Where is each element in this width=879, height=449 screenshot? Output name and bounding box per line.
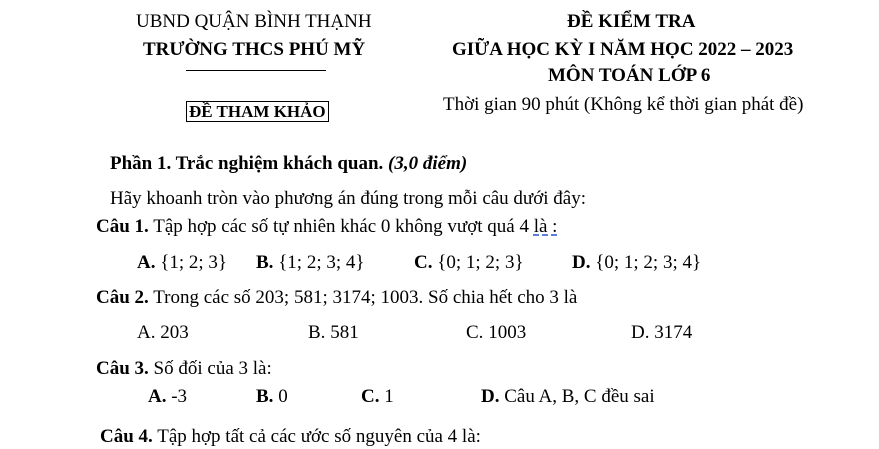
- school-name: TRƯỜNG THCS PHÚ MỸ: [143, 39, 366, 60]
- q3-option-d[interactable]: [481, 387, 655, 406]
- question-3-text: Số đối của 3 là:: [153, 358, 272, 379]
- q1-option-b[interactable]: [256, 253, 365, 272]
- option-label: D.: [631, 322, 650, 343]
- option-text: 0: [278, 386, 288, 407]
- option-label: B.: [308, 322, 326, 343]
- option-label: A.: [137, 252, 156, 273]
- option-label: B.: [256, 252, 274, 273]
- exam-subtitle: GIỮA HỌC KỲ I NĂM HỌC 2022 – 2023: [452, 39, 794, 60]
- option-label: A.: [137, 322, 156, 343]
- option-text: 1003: [488, 322, 527, 343]
- question-3-label: Câu 3.: [96, 358, 149, 379]
- reference-badge: [186, 102, 329, 121]
- section-title: Phần 1. Trắc nghiệm khách quan.: [110, 153, 384, 174]
- q2-option-a[interactable]: [137, 323, 189, 342]
- question-1-label: Câu 1.: [96, 216, 149, 237]
- option-text: Câu A, B, C đều sai: [504, 386, 655, 407]
- option-text: {1; 2; 3}: [160, 252, 228, 273]
- question-2-text: Trong các số 203; 581; 3174; 1003. Số chia hết cho 3 là: [153, 287, 578, 308]
- q1-option-a[interactable]: [137, 253, 227, 272]
- q2-option-c[interactable]: [466, 323, 526, 342]
- option-text: 3174: [654, 322, 693, 343]
- option-text: 203: [160, 322, 189, 343]
- option-text: {0; 1; 2; 3; 4}: [595, 252, 702, 273]
- reference-label: ĐỀ THAM KHẢO: [186, 101, 329, 122]
- section-points: (3,0 điểm): [388, 153, 468, 174]
- option-label: C.: [414, 252, 433, 273]
- q3-option-c[interactable]: [361, 387, 394, 406]
- question-1: [96, 217, 557, 236]
- section-heading: [110, 154, 467, 173]
- option-text: 581: [330, 322, 359, 343]
- option-text: {0; 1; 2; 3}: [437, 252, 524, 273]
- option-label: D.: [481, 386, 500, 407]
- q3-option-b[interactable]: [256, 387, 288, 406]
- question-1-text: Tập hợp các số tự nhiên khác 0 không vượt quá 4: [153, 216, 529, 237]
- question-4-label: Câu 4.: [100, 426, 153, 447]
- option-label: C.: [466, 322, 484, 343]
- option-label: B.: [256, 386, 274, 407]
- option-label: D.: [572, 252, 591, 273]
- option-label: C.: [361, 386, 380, 407]
- q1-option-c[interactable]: [414, 253, 524, 272]
- option-text: 1: [384, 386, 394, 407]
- question-3: [96, 359, 272, 378]
- q1-option-d[interactable]: [572, 253, 701, 272]
- question-1-text-tail: là :: [533, 216, 558, 237]
- question-4: [100, 427, 481, 446]
- option-text: -3: [171, 386, 188, 407]
- option-label: A.: [148, 386, 167, 407]
- district-name: UBND QUẬN BÌNH THẠNH: [136, 11, 372, 32]
- question-4-text: Tập hợp tất cả các ước số nguyên của 4 là:: [157, 426, 481, 447]
- q2-option-d[interactable]: [631, 323, 692, 342]
- question-2-label: Câu 2.: [96, 287, 149, 308]
- section-instruction: Hãy khoanh tròn vào phương án đúng trong mỗi câu dưới đây:: [110, 188, 587, 209]
- option-text: {1; 2; 3; 4}: [278, 252, 365, 273]
- q2-option-b[interactable]: [308, 323, 359, 342]
- exam-subject: MÔN TOÁN LỚP 6: [548, 65, 711, 86]
- exam-title: ĐỀ KIỂM TRA: [567, 11, 696, 32]
- question-2: [96, 288, 577, 307]
- exam-duration: Thời gian 90 phút (Không kể thời gian phát đề): [443, 94, 804, 115]
- q3-option-a[interactable]: [148, 387, 187, 406]
- header-divider: [186, 70, 326, 71]
